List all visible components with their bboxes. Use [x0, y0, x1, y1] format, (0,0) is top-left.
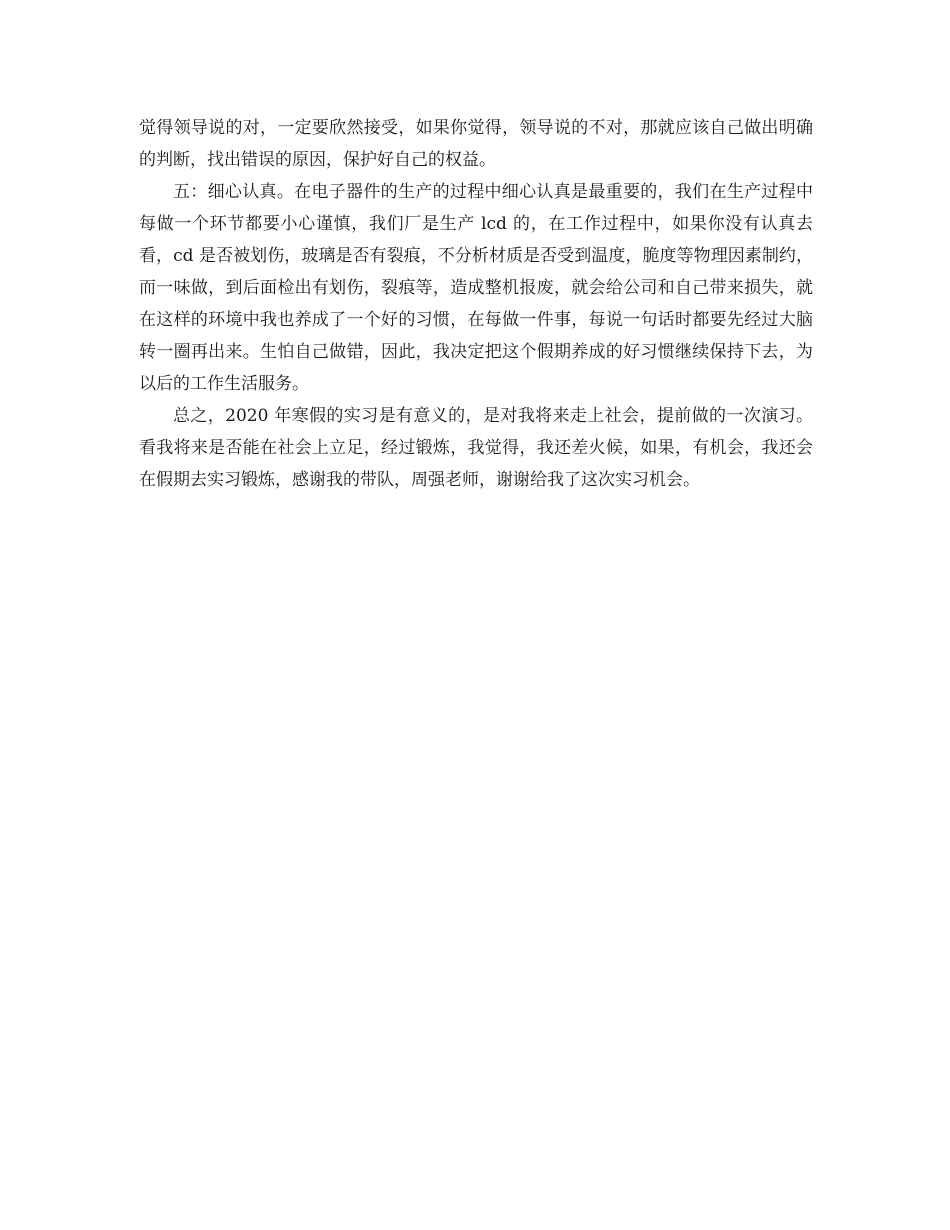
paragraph-conclusion: 总之，2020 年寒假的实习是有意义的，是对我将来走上社会，提前做的一次演习。看我将来是否能在社会上立足，经过锻炼，我觉得，我还差火候，如果，有机会，我还会在假期去实习锻炼，感谢我的带队，周强老师，谢谢给我了这次实习机会。: [139, 406, 813, 490]
paragraph-continuation: 觉得领导说的对，一定要欣然接受，如果你觉得，领导说的不对，那就应该自己做出明确的判断，找出错误的原因，保护好自己的权益。: [139, 118, 813, 170]
document-body: [139, 112, 813, 496]
paragraph-careful: 五：细心认真。在电子器件的生产的过程中细心认真是最重要的，我们在生产过程中每做一个环节都要小心谨慎，我们厂是生产 lcd 的，在工作过程中，如果你没有认真去看，cd 是否被划伤，玻璃是否有裂痕，不分析材质是否受到温度，脆度等物理因素制约，而一味做，到后面检出有划伤，裂痕等，造成整机报废，就会给公司和自己带来损失，就在这样的环境中我也养成了一个好的习惯，在每做一件事，每说一句话时都要先经过大脑转一圈再出来。生怕自己做错，因此，我决定把这个假期养成的好习惯继续保持下去，为以后的工作生活服务。: [139, 182, 813, 394]
